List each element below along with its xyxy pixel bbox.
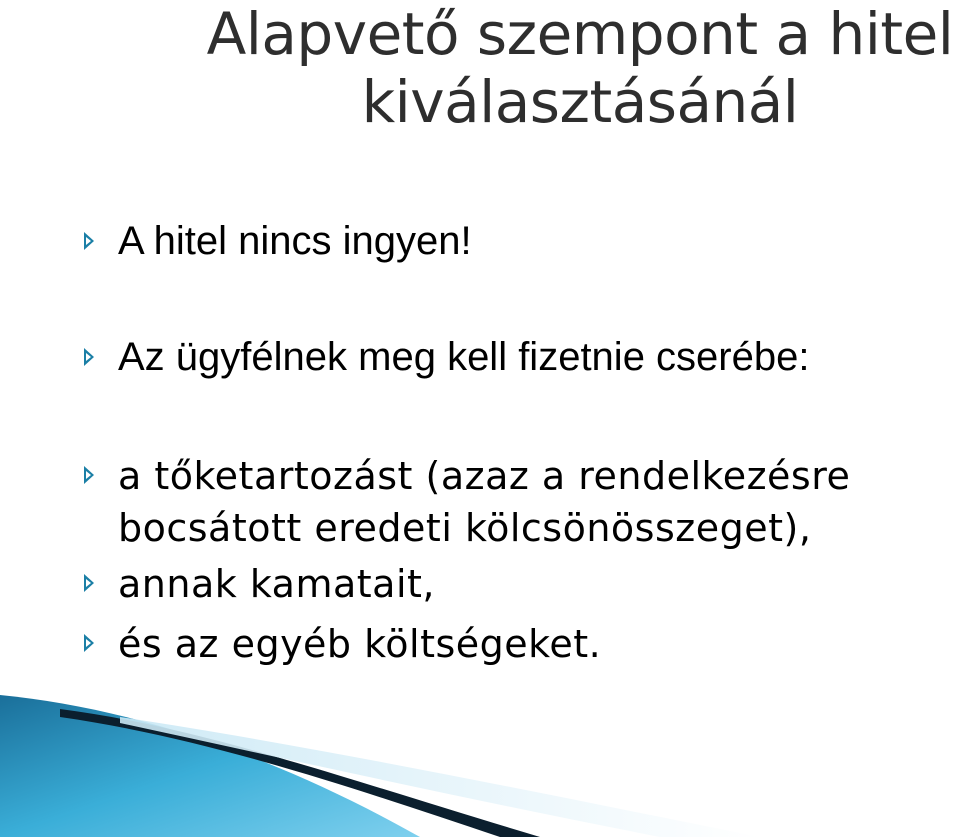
triangle-bullet-icon xyxy=(84,348,94,366)
bullet-text: a tőketartozást (azaz a rendelkezésre xyxy=(118,454,851,498)
triangle-bullet-icon xyxy=(84,574,94,592)
bullet-text: A hitel nincs ingyen! xyxy=(118,219,472,263)
slide-title xyxy=(200,0,960,136)
bullet-item xyxy=(118,450,850,554)
bullet-text: annak kamatait, xyxy=(118,562,435,606)
slide-decoration xyxy=(0,687,960,837)
bullet-item xyxy=(118,618,601,670)
bullet-text-continuation: bocsátott eredeti kölcsönösszeget), xyxy=(118,506,812,550)
slide-title-line-1: Alapvető szempont a hitel xyxy=(206,0,954,68)
slide-title-line-2: kiválasztásánál xyxy=(361,68,799,136)
bullet-item xyxy=(118,218,472,265)
triangle-bullet-icon xyxy=(84,466,94,484)
bullet-text: és az egyéb költségeket. xyxy=(118,622,602,666)
bullet-text: Az ügyfélnek meg kell fizetnie cserébe: xyxy=(118,335,810,379)
bullet-item xyxy=(118,334,809,381)
triangle-bullet-icon xyxy=(84,634,94,652)
triangle-bullet-icon xyxy=(84,232,94,250)
bullet-item xyxy=(118,558,435,610)
